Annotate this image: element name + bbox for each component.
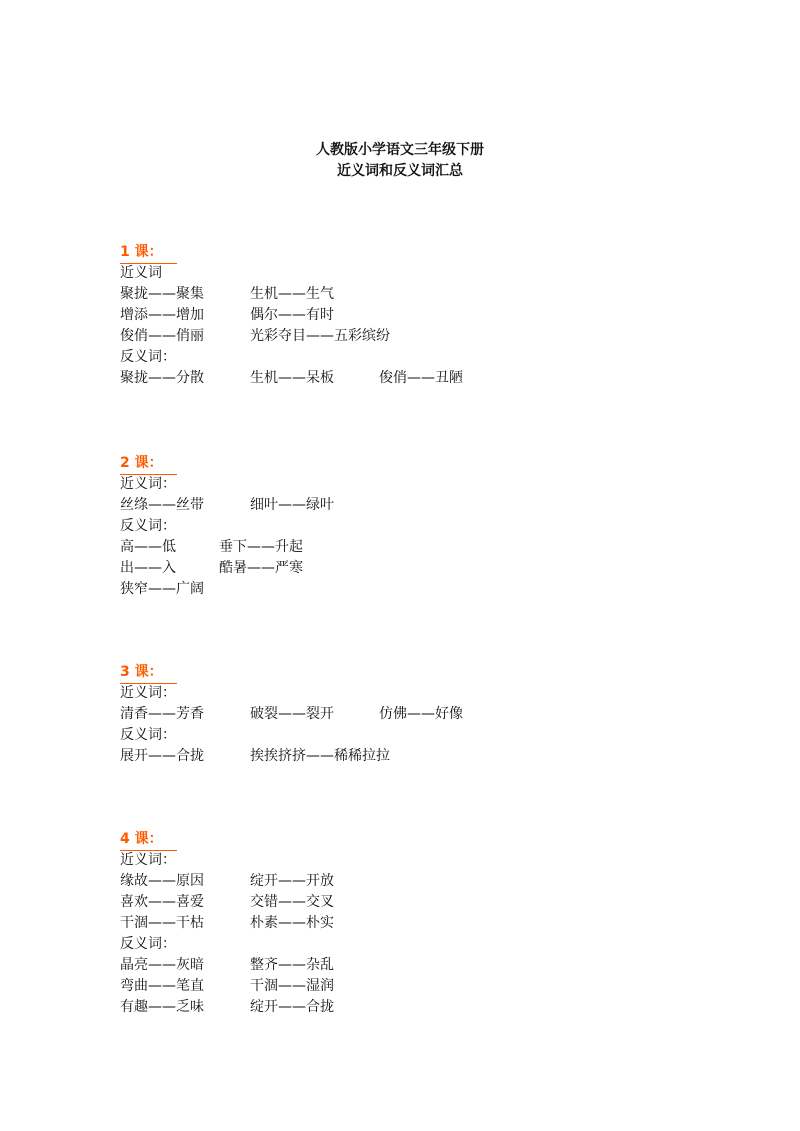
word-pair: 干涸——干枯 bbox=[120, 915, 204, 931]
lesson-1-section bbox=[120, 242, 720, 389]
word-pair: 晶亮——灰暗 bbox=[120, 957, 204, 973]
lesson-heading: 4 课： bbox=[120, 829, 177, 851]
word-pair: 绽开——开放 bbox=[250, 873, 334, 889]
synonym-label: 近义词： bbox=[120, 852, 176, 868]
antonym-row bbox=[120, 368, 720, 389]
synonym-row bbox=[120, 305, 720, 326]
word-pair: 垂下——升起 bbox=[219, 539, 303, 555]
word-pair: 展开——合拢 bbox=[120, 748, 204, 764]
word-pair: 细叶——绿叶 bbox=[250, 497, 334, 513]
word-pair: 酷暑——严寒 bbox=[219, 560, 303, 576]
word-pair: 干涸——湿润 bbox=[250, 978, 334, 994]
word-pair: 仿佛——好像 bbox=[379, 706, 463, 722]
synonym-row bbox=[120, 284, 720, 305]
word-pair: 丝绦——丝带 bbox=[120, 497, 204, 513]
word-pair: 偶尔——有时 bbox=[250, 307, 334, 323]
word-pair: 挨挨挤挤——稀稀拉拉 bbox=[250, 748, 390, 764]
lesson-3-section bbox=[120, 662, 720, 767]
synonym-row bbox=[120, 892, 720, 913]
word-pair: 整齐——杂乱 bbox=[250, 957, 334, 973]
synonym-row bbox=[120, 704, 720, 725]
word-pair: 俊俏——俏丽 bbox=[120, 328, 204, 344]
synonym-row bbox=[120, 913, 720, 934]
antonym-row bbox=[120, 976, 720, 997]
word-pair: 出——入 bbox=[120, 560, 176, 576]
word-pair: 狭窄——广阔 bbox=[120, 581, 204, 597]
lesson-heading: 1 课： bbox=[120, 242, 177, 264]
word-pair: 生机——呆板 bbox=[250, 370, 334, 386]
word-pair: 清香——芳香 bbox=[120, 706, 204, 722]
antonym-row bbox=[120, 746, 720, 767]
word-pair: 聚拢——分散 bbox=[120, 370, 204, 386]
word-pair: 朴素——朴实 bbox=[250, 915, 334, 931]
antonym-row bbox=[120, 558, 720, 579]
antonym-row bbox=[120, 579, 720, 600]
antonym-row bbox=[120, 955, 720, 976]
word-pair: 光彩夺目——五彩缤纷 bbox=[250, 328, 390, 344]
word-pair: 高——低 bbox=[120, 539, 176, 555]
synonym-label: 近义词： bbox=[120, 476, 176, 492]
word-pair: 缘故——原因 bbox=[120, 873, 204, 889]
doc-subtitle: 近义词和反义词汇总 bbox=[337, 163, 463, 179]
word-pair: 聚拢——聚集 bbox=[120, 286, 204, 302]
lesson-heading: 2 课： bbox=[120, 453, 177, 475]
doc-title: 人教版小学语文三年级下册 bbox=[316, 142, 484, 158]
word-pair: 俊俏——丑陋 bbox=[379, 370, 463, 386]
word-pair: 破裂——裂开 bbox=[250, 706, 334, 722]
antonym-label: 反义词： bbox=[120, 936, 176, 952]
antonym-label: 反义词： bbox=[120, 727, 176, 743]
lesson-heading: 3 课： bbox=[120, 662, 177, 684]
word-pair: 交错——交叉 bbox=[250, 894, 334, 910]
synonym-row bbox=[120, 495, 720, 516]
word-pair: 增添——增加 bbox=[120, 307, 204, 323]
word-pair: 绽开——合拢 bbox=[250, 999, 334, 1015]
word-pair: 弯曲——笔直 bbox=[120, 978, 204, 994]
lesson-2-section bbox=[120, 453, 720, 600]
antonym-label: 反义词： bbox=[120, 518, 176, 534]
lesson-4-section bbox=[120, 829, 720, 1018]
antonym-row bbox=[120, 537, 720, 558]
synonym-label: 近义词 bbox=[120, 265, 162, 281]
word-pair: 有趣——乏味 bbox=[120, 999, 204, 1015]
synonym-row bbox=[120, 326, 720, 347]
word-pair: 生机——生气 bbox=[250, 286, 334, 302]
word-pair: 喜欢——喜爱 bbox=[120, 894, 204, 910]
synonym-label: 近义词： bbox=[120, 685, 176, 701]
antonym-row bbox=[120, 997, 720, 1018]
antonym-label: 反义词： bbox=[120, 349, 176, 365]
synonym-row bbox=[120, 871, 720, 892]
